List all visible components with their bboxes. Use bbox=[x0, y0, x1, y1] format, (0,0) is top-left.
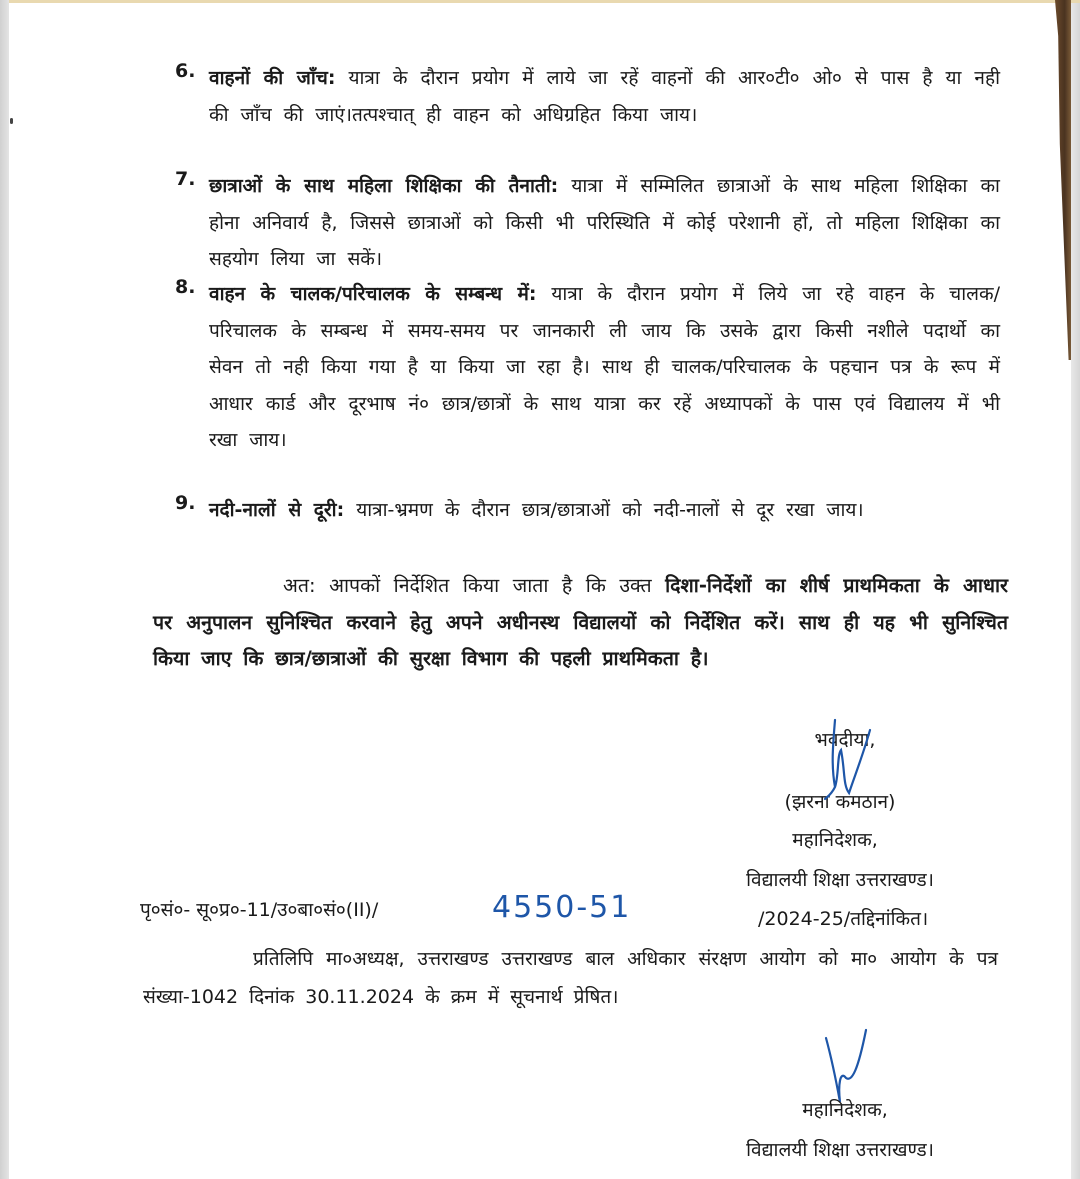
signatory-designation-2: महानिदेशक, bbox=[802, 1099, 888, 1121]
point-text: यात्रा-भ्रमण के दौरान छात्र/छात्राओं को नदी-नालों से दूर रखा जाय। bbox=[344, 499, 864, 521]
point-number: 8. bbox=[175, 276, 196, 298]
point-number: 9. bbox=[175, 492, 196, 514]
point-number: 7. bbox=[175, 168, 196, 190]
point-body bbox=[209, 276, 1000, 459]
signatory-department-2: विद्यालयी शिक्षा उत्तराखण्ड। bbox=[746, 1139, 934, 1161]
directive-lead: अत: आपकों निर्देशित किया जाता है कि उक्त bbox=[283, 574, 666, 597]
point-text: यात्रा में सम्मिलित छात्राओं के साथ महिला शिक्षिका का होना अनिवार्य है, जिससे छात्राओं को किसी भी परिस्थिति में कोई परेशानी हों, तो महिला शिक्षिका का सहयोग लिया जा सकें। bbox=[209, 175, 1000, 270]
signature-mark-1 bbox=[815, 715, 875, 805]
reference-number: पृ०सं०- सू०प्र०-11/उ०बा०सं०(II)/ bbox=[140, 899, 379, 921]
handwritten-dispatch-number: 4550-51 bbox=[492, 890, 632, 925]
scan-right-border bbox=[1071, 0, 1080, 1179]
background-wood-edge bbox=[1055, 0, 1071, 360]
point-heading: छात्राओं के साथ महिला शिक्षिका की तैनाती: bbox=[209, 175, 559, 197]
signatory-department: विद्यालयी शिक्षा उत्तराखण्ड। bbox=[746, 869, 934, 891]
scan-speck bbox=[10, 118, 13, 124]
signatory-name: (झरना कमठान) bbox=[784, 791, 896, 813]
point-heading: वाहनों की जाँच: bbox=[209, 67, 336, 89]
copy-to-text: प्रतिलिपि मा०अध्यक्ष, उत्तराखण्ड उत्तराखण्ड बाल अधिकार संरक्षण आयोग को मा० आयोग के पत्र संख्या-1042 दिनांक 30.11.2024 के क्रम में सूचनार्थ प्रेषित। bbox=[143, 948, 998, 1008]
scan-left-border bbox=[0, 0, 9, 1179]
directive-paragraph bbox=[153, 568, 1008, 678]
point-text: यात्रा के दौरान प्रयोग में लिये जा रहे वाहन के चालक/परिचालक के सम्बन्ध में समय-समय पर जानकारी ली जाय कि उसके द्वारा किसी नशीले पदार्थो का सेवन तो नही किया गया है या किया जा रहा है। साथ ही चालक/परिचालक के पहचान पत्र के रूप में आधार कार्ड और दूरभाष नं० छात्र/छात्रों के साथ यात्रा कर रहें अध्यापकों के पास एवं विद्यालय में भी रखा जाय। bbox=[209, 283, 1000, 451]
point-number: 6. bbox=[175, 60, 196, 82]
point-9 bbox=[175, 492, 1000, 529]
scan-top-edge bbox=[9, 0, 1080, 3]
signatory-designation: महानिदेशक, bbox=[792, 829, 878, 851]
point-heading: नदी-नालों से दूरी: bbox=[209, 499, 345, 521]
point-body bbox=[209, 168, 1000, 278]
point-body bbox=[209, 492, 1000, 529]
point-7 bbox=[175, 168, 1000, 278]
point-6 bbox=[175, 60, 1000, 133]
point-8 bbox=[175, 276, 1000, 459]
directive-bold-text: दिशा-निर्देशों का शीर्ष प्राथमिकता के आधार पर अनुपालन सुनिश्चित करवाने हेतु अपने अधीनस्थ विद्यालयों को निर्देशित करें। साथ ही यह भी सुनिश्चित किया जाए कि छात्र/छात्राओं की सुरक्षा विभाग की पहली प्राथमिकता है। bbox=[153, 574, 1008, 670]
point-body bbox=[209, 60, 1000, 133]
point-heading: वाहन के चालक/परिचालक के सम्बन्ध में: bbox=[209, 283, 537, 305]
copy-to-paragraph bbox=[143, 940, 998, 1016]
reference-date: /2024-25/तद्दिनांकित। bbox=[758, 908, 929, 930]
closing-salutation: भवदीया, bbox=[814, 729, 876, 751]
point-text: यात्रा के दौरान प्रयोग में लाये जा रहें वाहनों की आर०टी० ओ० से पास है या नही की जाँच की जाएं।तत्पश्चात् ही वाहन को अधिग्रहित किया जाय। bbox=[209, 67, 1000, 126]
